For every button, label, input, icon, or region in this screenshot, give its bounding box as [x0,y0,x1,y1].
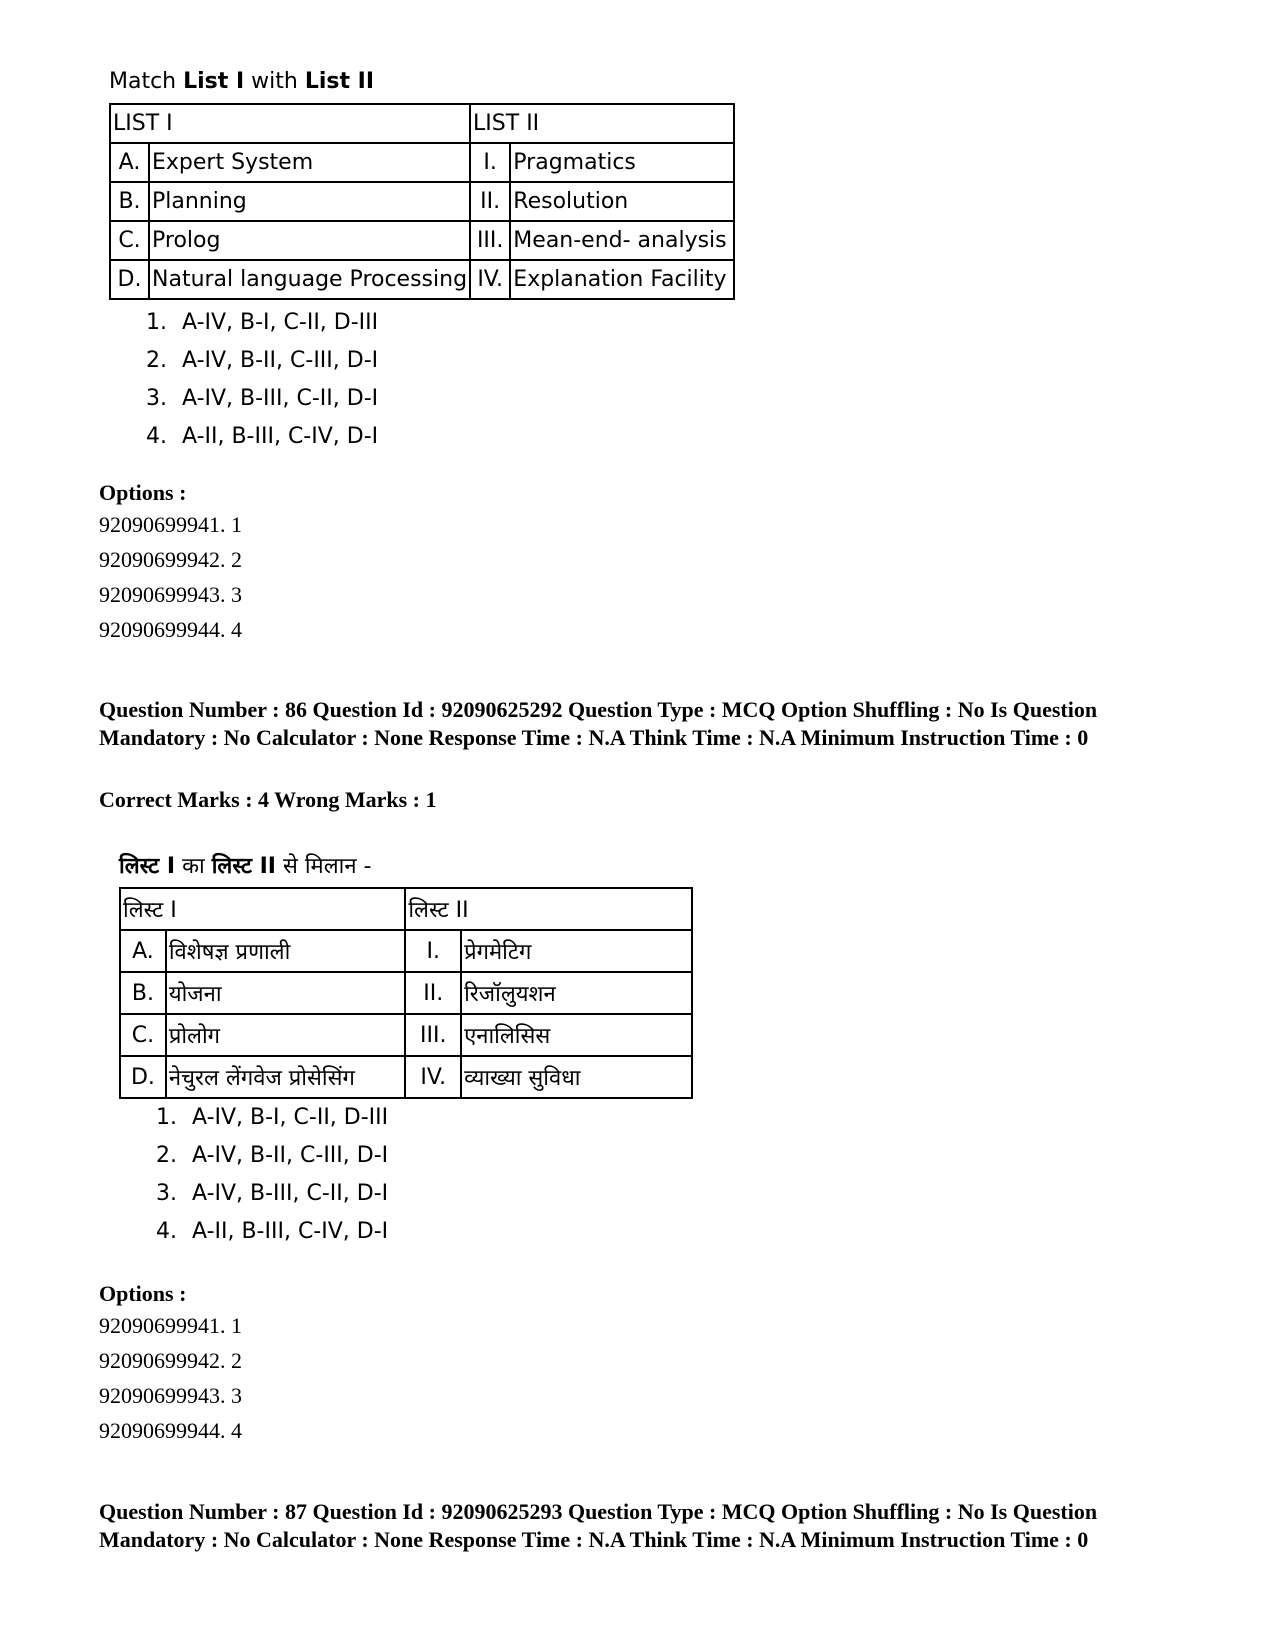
row-letter: B. [120,972,166,1014]
list1-item: Expert System [149,143,470,182]
list2-item: रिजॉलुयशन [461,972,692,1014]
row-letter: D. [110,260,149,299]
list1-item: प्रोलोग [166,1014,406,1056]
list2-item: Mean-end- analysis [510,221,734,260]
list1-item: विशेषज्ञ प्रणाली [166,930,406,972]
list2-item: व्याख्या सुविधा [461,1056,692,1098]
question-meta: Question Number : 86 Question Id : 92090625292 Question Type : MCQ Option Shuffling : No Is Question Mandatory : No Calculator : None Response Time : N.A Think Time : N.A Minimum Instruction Time : 0 [99,697,1098,750]
row-numeral: II. [405,972,461,1014]
list2-item: प्रेगमेटिग [461,930,692,972]
table-row [120,930,692,972]
list1-item: नेचुरल लेंगवेज प्रोसेसिंग [166,1056,406,1098]
option-line: 92090699944. 4 [99,617,242,642]
list-item: 1. A-IV, B-I, C-II, D-III [156,1105,389,1130]
row-numeral: III. [470,221,510,260]
option-line: 92090699942. 2 [99,1348,242,1373]
option-line: 92090699943. 3 [99,1383,242,1408]
list2-item: Pragmatics [510,143,734,182]
list-item: 4. A-II, B-III, C-IV, D-I [146,424,379,449]
list-item: 3. A-IV, B-III, C-II, D-I [146,386,379,411]
table-header-row [110,104,734,143]
answer-choices [156,1099,388,1251]
options-label: Options : [99,1281,187,1306]
table-header-list1: लिस्ट I [120,888,405,930]
list-item: 4. A-II, B-III, C-IV, D-I [156,1219,389,1244]
options-block [99,1279,242,1448]
list-item: 1. A-IV, B-I, C-II, D-III [146,310,379,335]
question-prompt-hindi: लिस्ट I का लिस्ट II से मिलान - [119,854,372,879]
row-numeral: I. [470,143,510,182]
row-letter: A. [110,143,149,182]
option-line: 92090699942. 2 [99,547,242,572]
table-header-row [120,888,692,930]
row-numeral: I. [405,930,461,972]
row-letter: B. [110,182,149,221]
question-prompt: Match List I with List II [109,69,375,94]
table-header-list2: लिस्ट II [405,888,692,930]
table-row [120,1056,692,1098]
row-letter: C. [110,221,149,260]
list2-item: Resolution [510,182,734,221]
list1-item: Prolog [149,221,470,260]
row-numeral: IV. [470,260,510,299]
options-block [99,478,242,647]
row-numeral: II. [470,182,510,221]
table-row [110,143,734,182]
match-table [109,103,735,300]
option-line: 92090699941. 1 [99,512,242,537]
list2-item: Explanation Facility [510,260,734,299]
match-table-hindi [119,887,693,1099]
row-letter: C. [120,1014,166,1056]
options-label: Options : [99,480,187,505]
table-row [110,260,734,299]
list-item: 2. A-IV, B-II, C-III, D-I [146,348,379,373]
list-item: 2. A-IV, B-II, C-III, D-I [156,1143,389,1168]
table-row [120,1014,692,1056]
question-meta: Question Number : 87 Question Id : 92090625293 Question Type : MCQ Option Shuffling : No Is Question Mandatory : No Calculator : None Response Time : N.A Think Time : N.A Minimum Instruction Time : 0 [99,1499,1098,1552]
table-header-list1: LIST I [110,104,470,143]
list1-item: योजना [166,972,406,1014]
question-marks: Correct Marks : 4 Wrong Marks : 1 [99,787,437,812]
table-row [110,221,734,260]
row-numeral: IV. [405,1056,461,1098]
list-item: 3. A-IV, B-III, C-II, D-I [156,1181,389,1206]
option-line: 92090699944. 4 [99,1418,242,1443]
row-letter: A. [120,930,166,972]
row-numeral: III. [405,1014,461,1056]
option-line: 92090699943. 3 [99,582,242,607]
row-letter: D. [120,1056,166,1098]
list1-item: Planning [149,182,470,221]
table-row [120,972,692,1014]
answer-choices [146,304,378,456]
table-row [110,182,734,221]
list1-item: Natural language Processing [149,260,470,299]
list2-item: एनालिसिस [461,1014,692,1056]
option-line: 92090699941. 1 [99,1313,242,1338]
table-header-list2: LIST II [470,104,734,143]
